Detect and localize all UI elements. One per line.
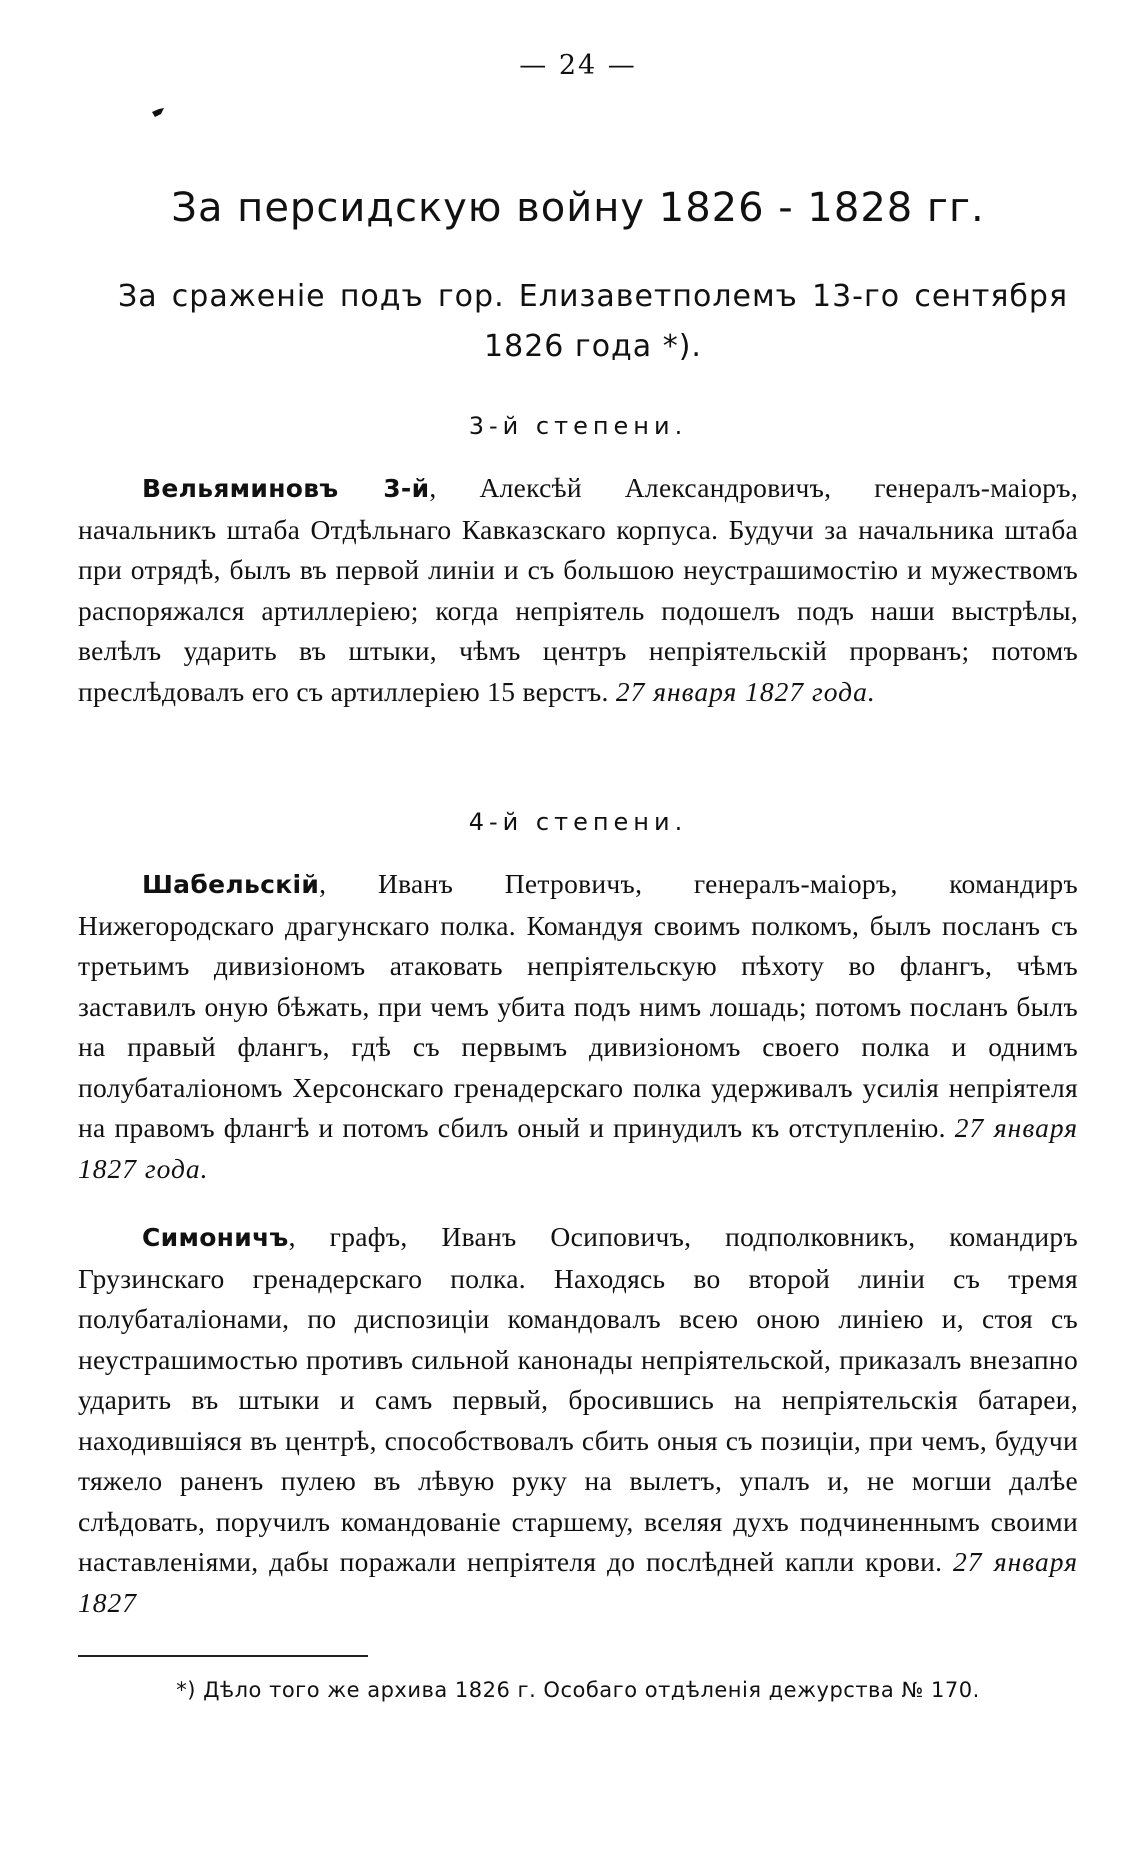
degree-heading-3: 3-й степени.	[468, 412, 688, 440]
entry-text: , графъ, Иванъ Осиповичъ, подполковникъ, командиръ Грузинскаго гренадерскаго полка. Находясь во второй линіи съ тремя полубаталіонами, по диспозиціи командовалъ всею оною линіею и, стоя съ неустрашимостью противъ сильной канонады непріятельской, приказалъ внезапно ударить въ штыки и самъ первый, бросившись на непріятельскія батареи, находившіяся въ центрѣ, способствовалъ сбить оныя съ позиціи, при чемъ, будучи тяжело раненъ пулею въ лѣвую руку на вылетъ, упалъ и, не могши далѣе слѣдовать, поручилъ командованіе старшему, вселяя духъ подчиненнымъ своими наставленіями, дабы поражали непріятеля до послѣдней капли крови.	[78, 1221, 1078, 1577]
entry-date: 27 января 1827 года.	[615, 675, 876, 707]
entry-date: 27 января 1827	[78, 1546, 1078, 1618]
award-entry	[78, 864, 1078, 1189]
footnote-divider	[78, 1655, 368, 1657]
ink-blot-mark	[152, 108, 164, 117]
document-page	[78, 0, 1078, 1867]
entry-date: 27 января 1827 года.	[78, 1112, 1078, 1184]
recipient-name: Вельяминовъ 3-й	[142, 474, 430, 503]
footnote: *) Дѣло того же архива 1826 г. Особаго отдѣленія дежурства № 170.	[176, 1678, 980, 1702]
section-title: За персидскую войну 1826 - 1828 гг.	[171, 185, 985, 231]
award-entry	[78, 1217, 1078, 1623]
section-subtitle: За сраженіе подъ гор. Елизаветполемъ 13-го сентября 1826 года *).	[118, 279, 1068, 364]
page-number: — 24 —	[519, 50, 637, 81]
entry-text: , Алексѣй Александровичъ, генералъ-маіоръ, начальникъ штаба Отдѣльнаго Кавказскаго корпуса. Будучи за начальника штаба при отрядѣ, былъ въ первой линіи и съ большою неустрашимостію и мужествомъ распоряжался артиллеріею; когда непріятель подошелъ подъ наши выстрѣлы, велѣлъ ударить въ штыки, чѣмъ центръ непріятельскій прорванъ; потомъ преслѣдовалъ его съ артиллеріею 15 верстъ.	[78, 472, 1079, 707]
entry-text: , Иванъ Петровичъ, генералъ-маіоръ, командиръ Нижегородскаго драгунскаго полка. Командуя своимъ полкомъ, былъ посланъ съ третьимъ дивизіономъ атаковать непріятельскую пѣхоту во флангъ, чѣмъ заставилъ оную бѣжать, при чемъ убита подъ нимъ лошадь; потомъ посланъ былъ на правый флангъ, гдѣ съ первымъ дивизіономъ своего полка и однимъ полубаталіономъ Херсонскаго гренадерскаго полка удерживалъ усилія непріятеля на правомъ флангѣ и потомъ сбилъ оный и принудилъ къ отступленію.	[78, 868, 1078, 1143]
recipient-name: Симоничъ	[142, 1223, 289, 1252]
recipient-name: Шабельскій	[142, 870, 320, 899]
award-entry	[78, 468, 1078, 712]
degree-heading-4: 4-й степени.	[468, 808, 688, 836]
